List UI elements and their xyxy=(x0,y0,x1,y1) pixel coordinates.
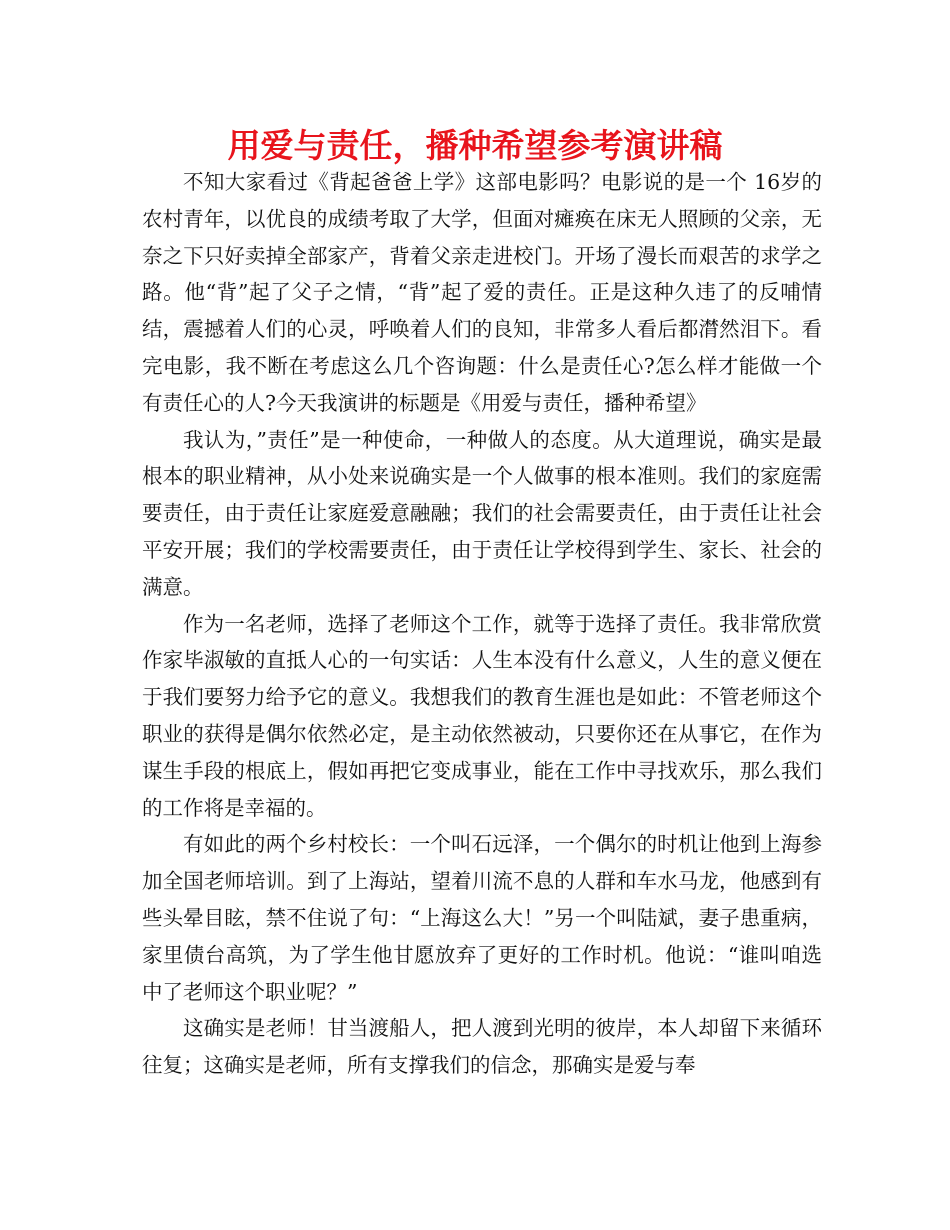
paragraph: 我认为，”责任”是一种使命，一种做人的态度。从大道理说，确实是最根本的职业精神，从小处来说确实是一个人做事的根本准则。我们的家庭需要责任，由于责任让家庭爱意融融；我们的社会需要责任，由于责任让社会平安开展；我们的学校需要责任，由于责任让学校得到学生、家长、社会的满意。 xyxy=(142,427,822,599)
document-title: 用爱与责任，播种希望参考演讲稿 xyxy=(227,126,723,165)
paragraph: 不知大家看过《背起爸爸上学》这部电影吗？电影说的是一个 16岁的农村青年，以优良的成绩考取了大学，但面对瘫痪在床无人照顾的父亲，无奈之下只好卖掉全部家产，背着父亲走进校门。开场了漫长而艰苦的求学之路。他“背”起了父子之情，“背”起了爱的责任。正是这种久违了的反哺情结，震撼着人们的心灵，呼唤着人们的良知，非常多人看后都潸然泪下。看完电影，我不断在考虑这么几个咨询题：什么是责任心?怎么样才能做一个有责任心的人?今天我演讲的标题是《用爱与责任，播种希望》 xyxy=(142,170,822,415)
paragraph: 作为一名老师，选择了老师这个工作，就等于选择了责任。我非常欣赏作家毕淑敏的直抵人心的一句实话：人生本没有什么意义，人生的意义便在于我们要努力给予它的意义。我想我们的教育生涯也是如此：不管老师这个职业的获得是偶尔依然必定，是主动依然被动，只要你还在从事它，在作为谋生手段的根底上，假如再把它变成事业，能在工作中寻找欢乐，那么我们的工作将是幸福的。 xyxy=(142,611,822,820)
paragraph: 这确实是老师！甘当渡船人，把人渡到光明的彼岸，本人却留下来循环往复；这确实是老师，所有支撑我们的信念，那确实是爱与奉 xyxy=(142,1016,822,1078)
document-body xyxy=(142,164,822,1084)
paragraph: 有如此的两个乡村校长：一个叫石远泽，一个偶尔的时机让他到上海参加全国老师培训。到了上海站，望着川流不息的人群和车水马龙，他感到有些头晕目眩，禁不住说了句：“上海这么大！”另一个叫陆斌，妻子患重病，家里债台高筑，为了学生他甘愿放弃了更好的工作时机。他说：“谁叫咱选中了老师这个职业呢？” xyxy=(142,832,822,1004)
